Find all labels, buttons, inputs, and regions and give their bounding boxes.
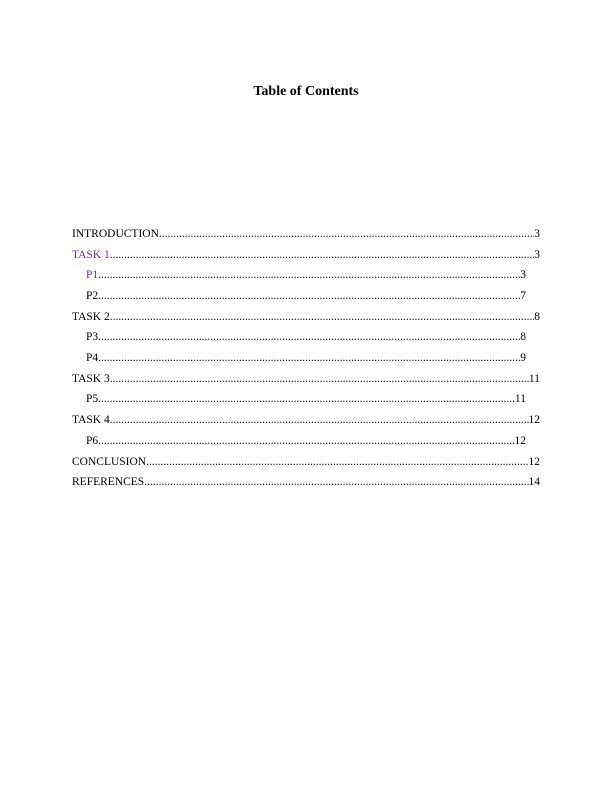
- toc-entry-label: INTRODUCTION: [72, 228, 159, 240]
- toc-dot-leader: [98, 350, 520, 366]
- toc-entry-label: TASK 4: [72, 414, 110, 426]
- toc-entry-label: P6: [86, 435, 99, 447]
- toc-entry-task-4[interactable]: [72, 412, 540, 428]
- toc-dot-leader: [98, 433, 514, 449]
- toc-entry-p5[interactable]: [86, 391, 526, 407]
- toc-dot-leader: [110, 412, 529, 428]
- toc-entry-task-2[interactable]: [72, 309, 540, 325]
- toc-dot-leader: [110, 371, 529, 387]
- toc-entry-page: 3: [520, 269, 526, 281]
- toc-entry-p6[interactable]: [86, 433, 526, 449]
- toc-entry-page: 12: [514, 435, 526, 447]
- toc-entry-page: 8: [520, 331, 526, 343]
- toc-entry-page: 9: [520, 352, 526, 364]
- toc-entry-page: 12: [528, 414, 540, 426]
- toc-dot-leader: [146, 454, 528, 470]
- toc-entry-label: P5: [86, 393, 99, 405]
- toc-entry-page: 3: [534, 249, 540, 261]
- toc-entry-page: 14: [528, 476, 540, 488]
- toc-entry-references[interactable]: [72, 474, 540, 490]
- toc-entry-label: CONCLUSION: [72, 456, 147, 468]
- toc-dot-leader: [98, 391, 515, 407]
- toc-title: Table of Contents: [253, 84, 359, 99]
- toc-dot-leader: [98, 329, 520, 345]
- toc-entry-task-3[interactable]: [72, 371, 540, 387]
- toc-entry-label: P2: [86, 290, 99, 302]
- toc-entry-conclusion[interactable]: [72, 454, 540, 470]
- toc-entry-p2[interactable]: [86, 288, 526, 304]
- toc-entry-label: P1: [86, 269, 99, 281]
- toc-entry-label: P4: [86, 352, 99, 364]
- toc-entry-task-1[interactable]: [72, 247, 540, 263]
- toc-entry-introduction[interactable]: [72, 226, 540, 242]
- toc-entry-label: TASK 1: [72, 249, 110, 261]
- toc-entry-page: 11: [528, 373, 540, 385]
- toc-entry-p4[interactable]: [86, 350, 526, 366]
- toc-dot-leader: [159, 226, 534, 242]
- toc-entry-page: 8: [534, 311, 540, 323]
- toc-entry-page: 11: [514, 393, 526, 405]
- toc-entry-label: TASK 3: [72, 373, 110, 385]
- toc-dot-leader: [110, 309, 535, 325]
- toc-entry-label: TASK 2: [72, 311, 110, 323]
- toc-entry-p1[interactable]: [86, 267, 526, 283]
- toc-dot-leader: [144, 474, 528, 490]
- toc-dot-leader: [98, 288, 520, 304]
- toc-entry-label: REFERENCES: [72, 476, 145, 488]
- toc-entry-page: 7: [520, 290, 526, 302]
- toc-entry-p3[interactable]: [86, 329, 526, 345]
- toc-entry-label: P3: [86, 331, 99, 343]
- toc-dot-leader: [98, 267, 520, 283]
- toc-entry-page: 3: [534, 228, 540, 240]
- toc-entry-page: 12: [528, 456, 540, 468]
- toc-dot-leader: [110, 247, 535, 263]
